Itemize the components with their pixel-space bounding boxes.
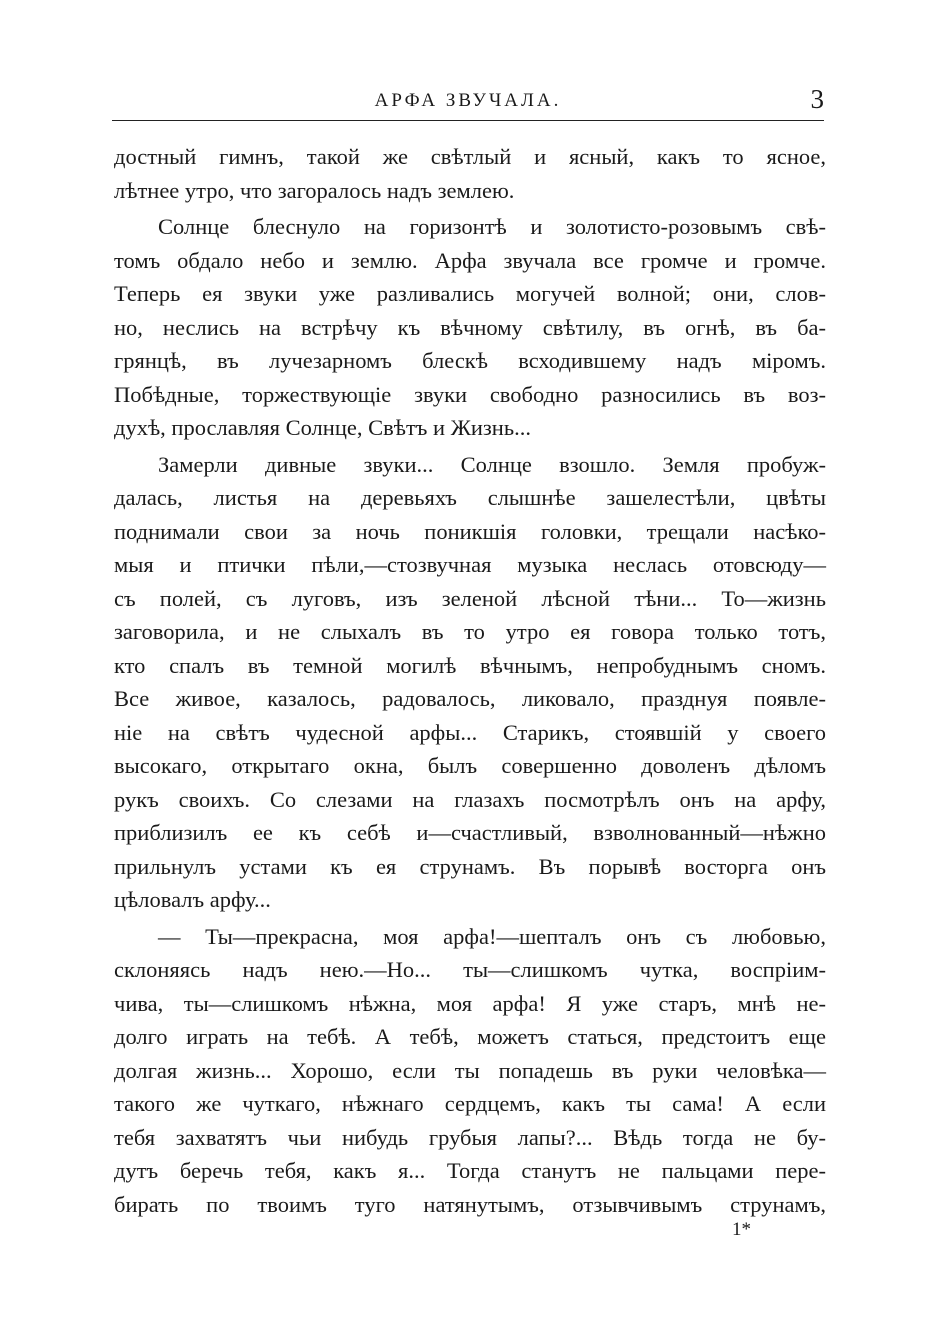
text-line: тебя захватятъ чьи нибудь грубыя лапы?... Вѣдь тогда не бу- (114, 1124, 826, 1150)
text-line: Теперь ея звуки уже разливались могучей волной; они, слов- (114, 281, 826, 306)
text-line: долгая жизнь... Хорошо, если ты попадешь въ руки человѣка— (114, 1057, 826, 1083)
text-line: высокаго, открытаго окна, былъ совершенно доволенъ дѣломъ (114, 753, 826, 778)
text-line: съ полей, съ луговъ, изъ зеленой лѣсной тѣни... То—жизнь (114, 585, 826, 611)
text-line: лѣтнее утро, что загоралось надъ землею. (114, 177, 515, 203)
text-line: склоняясь надъ нею.—Но... ты—слишкомъ чутка, воспріим- (114, 957, 826, 982)
text-line: заговорила, и не слыхалъ въ то утро ея говора только тотъ, (114, 619, 826, 644)
running-title: АРФА ЗВУЧАЛА. (374, 90, 562, 111)
header-rule (112, 120, 824, 121)
text-line: рукъ своихъ. Со слезами на глазахъ посмотрѣлъ онъ на арфу, (114, 786, 826, 812)
text-line: Солнце блеснуло на горизонтѣ и золотисто-розовымъ свѣ- (158, 214, 826, 239)
text-line: долго играть на тебѣ. А тебѣ, можетъ статься, предстоитъ еще (114, 1024, 826, 1049)
text-line: такого же чуткаго, нѣжнаго сердцемъ, какъ ты сама! А если (114, 1091, 826, 1116)
text-line: цѣловалъ арфу... (114, 887, 271, 912)
text-line: Замерли дивные звуки... Солнце взошло. Земля пробуж- (158, 451, 826, 477)
text-line: чива, ты—слишкомъ нѣжна, моя арфа! Я уже старъ, мнѣ не- (114, 990, 826, 1016)
text-line: приблизилъ ее къ себѣ и—счастливый, взволнованный—нѣжно (114, 820, 826, 845)
text-line: Побѣдные, торжествующіе звуки свободно разносились въ воз- (114, 381, 826, 407)
text-line: далась, листья на деревьяхъ слышнѣе зашелестѣли, цвѣты (114, 485, 826, 510)
text-line: Все живое, казалось, радовалось, ликовало, празднуя появле- (114, 686, 826, 711)
text-line: дутъ беречь тебя, какъ я... Тогда станутъ не пальцами пере- (114, 1158, 826, 1183)
text-line: достный гимнъ, такой же свѣтлый и ясный, какъ то ясное, (114, 144, 826, 169)
text-line: поднимали свои за ночь поникшія головки, трещали насѣко- (114, 518, 826, 544)
page-header (112, 84, 824, 124)
text-line: грянцѣ, въ лучезарномъ блескѣ всходившему надъ міромъ. (114, 348, 826, 373)
signature-mark: 1* (732, 1219, 751, 1240)
text-line: кто спалъ въ темной могилѣ вѣчнымъ, непробуднымъ сномъ. (114, 652, 826, 678)
body-text (114, 140, 826, 1221)
text-line: томъ обдало небо и землю. Арфа звучала все громче и громче. (114, 247, 826, 273)
text-line: — Ты—прекрасна, моя арфа!—шепталъ онъ съ любовью, (158, 923, 826, 949)
text-line: духѣ, прославляя Солнце, Свѣтъ и Жизнь... (114, 415, 531, 440)
text-line: но, неслись на встрѣчу къ вѣчному свѣтилу, въ огнѣ, въ ба- (114, 314, 826, 340)
page-number: 3 (810, 84, 824, 114)
text-line: мыя и птички пѣли,—стозвучная музыка неслась отовсюду— (114, 552, 826, 577)
text-line: бирать по твоимъ туго натянутымъ, отзывчивымъ струнамъ, (114, 1191, 826, 1217)
text-line: прильнулъ устами къ ея струнамъ. Въ порывѣ восторга онъ (114, 853, 826, 879)
text-line: ніе на свѣтъ чудесной арфы... Старикъ, стоявшій у своего (114, 719, 826, 745)
